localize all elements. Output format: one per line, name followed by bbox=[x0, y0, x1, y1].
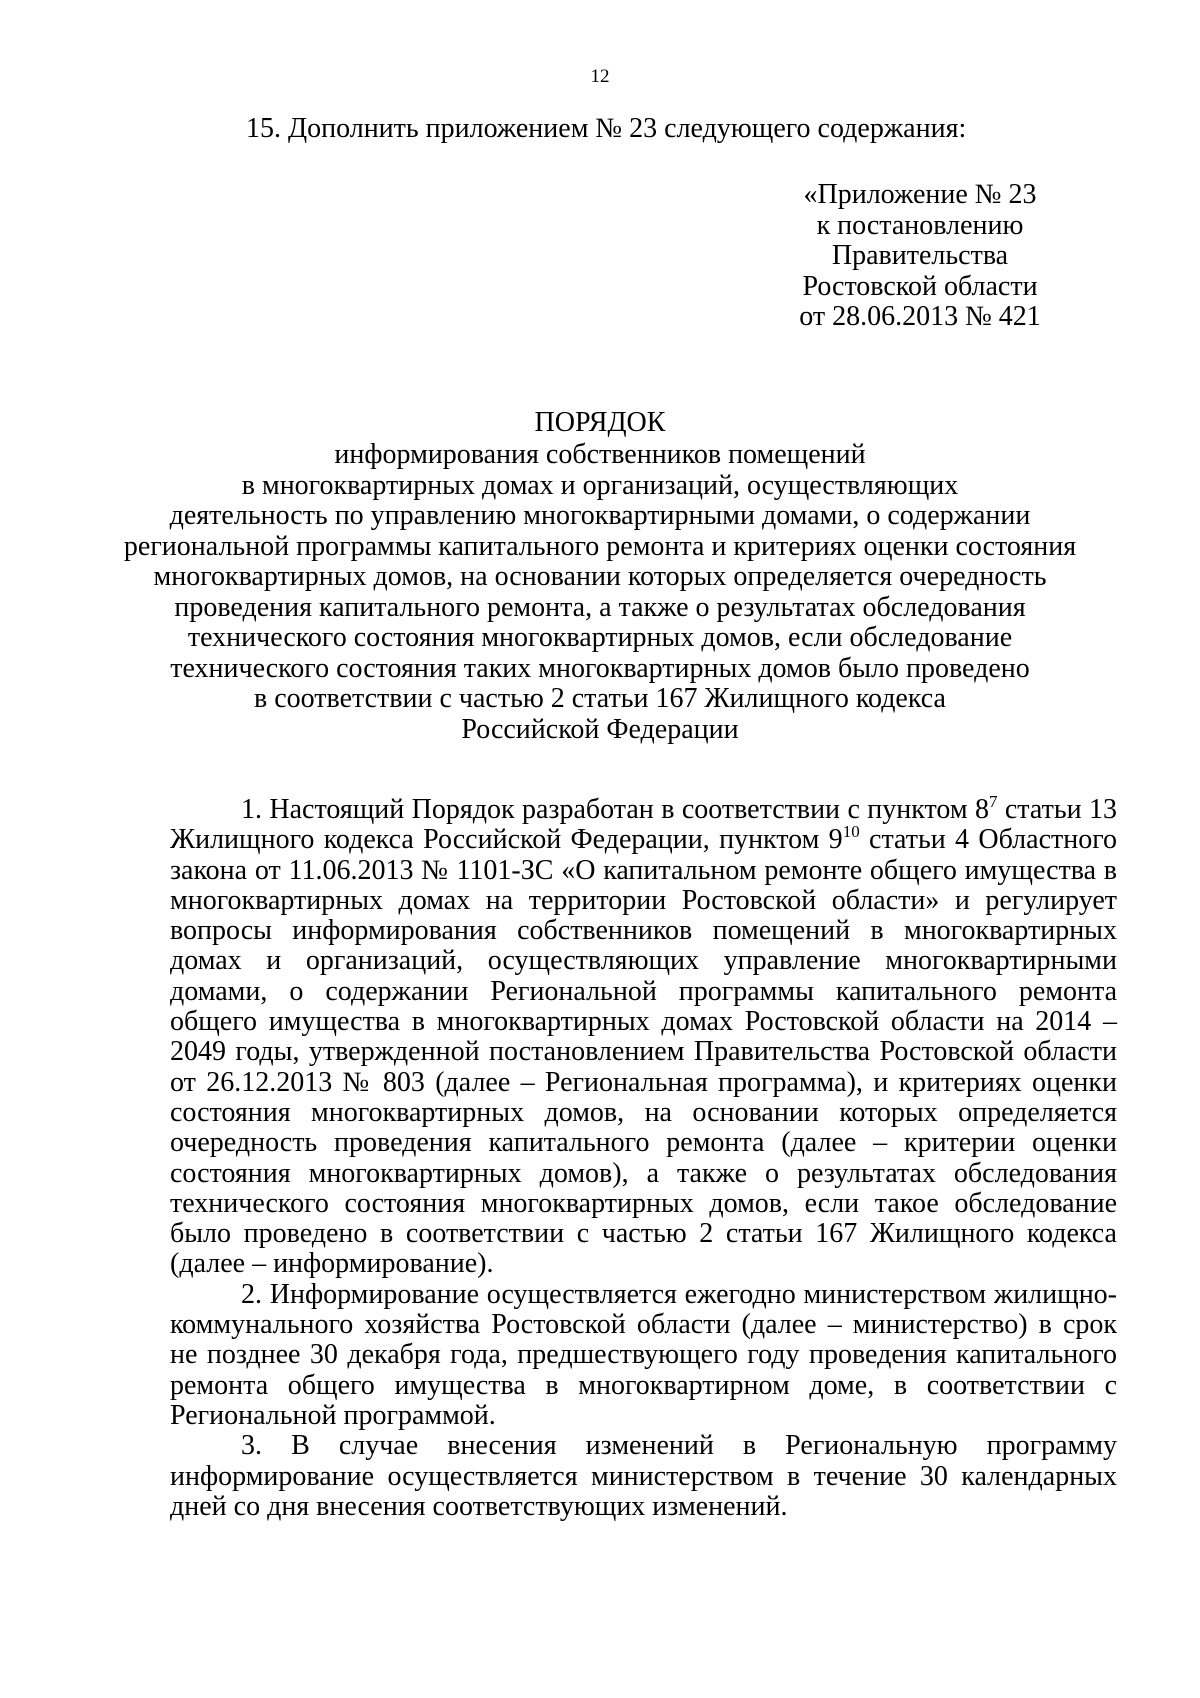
appendix-line: «Приложение № 23 bbox=[803, 179, 1037, 210]
paragraph-1-text-b: статьи 13 Жилищного кодекса Российской Федерации, пунктом 9 bbox=[170, 794, 1117, 856]
appendix-line: Ростовской области bbox=[802, 270, 1038, 302]
subtitle-line: проведения капитального ремонта, а также о результатах обследования bbox=[174, 591, 1026, 623]
subtitle-line: региональной программы капитального ремонта и критериях оценки состояния bbox=[123, 530, 1077, 562]
appendix-header bbox=[750, 180, 1090, 333]
superscript-10: 10 bbox=[842, 822, 860, 842]
subtitle-line: Российской Федерации bbox=[461, 713, 739, 745]
subtitle-line: технического состояния многоквартирных домов, если обследование bbox=[187, 622, 1013, 653]
subtitle-line: в соответствии с частью 2 статьи 167 Жилищного кодекса bbox=[254, 683, 946, 714]
subtitle-line: в многоквартирных домах и организаций, осуществляющих bbox=[241, 469, 959, 501]
document-body bbox=[170, 792, 1117, 1522]
amendment-intro: 15. Дополнить приложением № 23 следующего содержания: bbox=[246, 113, 967, 144]
paragraph-1-text-c: статьи 4 Областного закона от 11.06.2013 № 1101-ЗС «О капитальном ремонте общего имущества в многоквартирных домах на территории Ростовской области» и регулирует вопросы информирования собственников помещений в многоквартирных домах и организаций, осуществляющих управление многоквартирными домами, о содержании Региональной программы капитального ремонта общего имущества в многоквартирных домах Ростовской области на 2014 – 2049 годы, утвержденной постановлением Правительства Ростовской области от 26.12.2013 № 803 (далее – Региональная программа), и критериях оценки состояния многоквартирных домов, на основании которых определяется очередность проведения капитального ремонта (далее – критерии оценки состояния многоквартирных домов), а также о результатах обследования технического состояния многоквартирных домов, если такое обследование было проведено в соответствии с частью 2 статьи 167 Жилищного кодекса (далее – информирование). bbox=[170, 824, 1117, 1280]
paragraph-1-text-a: 1. Настоящий Порядок разработан в соответствии с пунктом 8 bbox=[241, 794, 989, 825]
appendix-line: к постановлению bbox=[816, 209, 1024, 241]
appendix-line: от 28.06.2013 № 421 bbox=[799, 301, 1041, 332]
paragraph-3: 3. В случае внесения изменений в Региональную программу информирование осуществляется министерством в течение 30 календарных дней со дня внесения соответствующих изменений. bbox=[170, 1430, 1117, 1522]
subtitle-line: информирования собственников помещений bbox=[334, 439, 866, 470]
appendix-line: Правительства bbox=[831, 240, 1009, 271]
subtitle-line: технического состояния таких многоквартирных домов было проведено bbox=[170, 652, 1030, 684]
superscript-7: 7 bbox=[988, 792, 998, 811]
paragraph-1 bbox=[170, 792, 1117, 1280]
paragraph-2: 2. Информирование осуществляется ежегодно министерством жилищно-коммунального хозяйства Ростовской области (далее – министерство) в срок не позднее 30 декабря года, предшествующего году проведения капитального ремонта общего имущества в многоквартирном доме, в соответствии с Региональной программой. bbox=[170, 1278, 1117, 1431]
document-title: ПОРЯДОК bbox=[534, 407, 666, 438]
subtitle-line: деятельность по управлению многоквартирными домами, о содержании bbox=[169, 500, 1031, 531]
subtitle-line: многоквартирных домов, на основании которых определяется очередность bbox=[153, 561, 1047, 592]
page-number: 12 bbox=[590, 66, 610, 87]
document-subtitle bbox=[120, 440, 1080, 745]
